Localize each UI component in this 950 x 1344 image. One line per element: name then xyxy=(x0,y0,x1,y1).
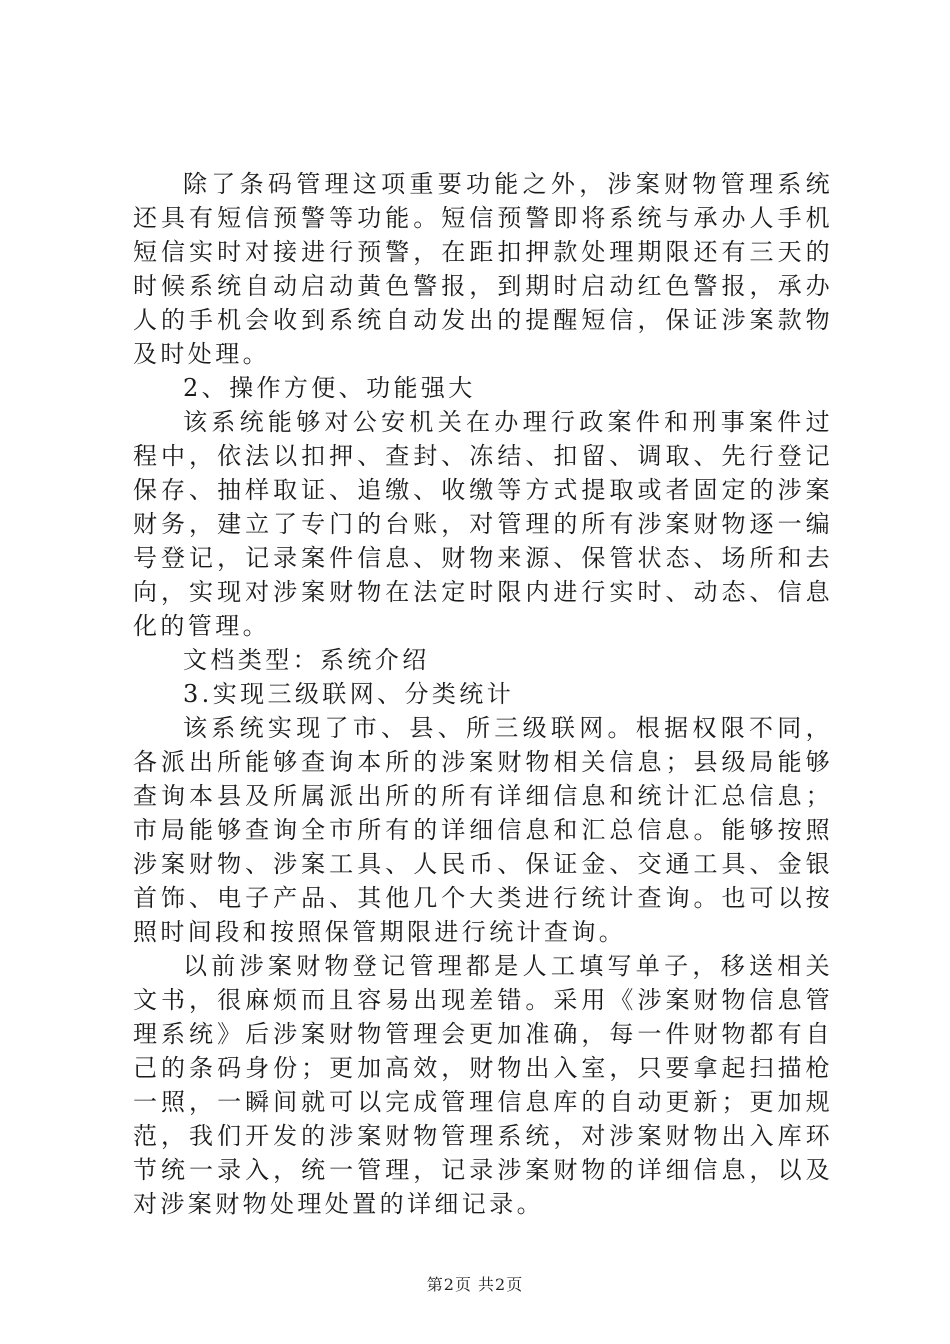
document-type-line: 文档类型：系统介绍 xyxy=(183,646,430,674)
paragraph-conclusion: 以前涉案财物登记管理都是人工填写单子，移送相关文书，很麻烦而且容易出现差错。采用《涉案财物信息管理系统》后涉案财物管理会更加准确，每一件财物都有自己的条码身份；更加高效，财物出入室，只要拿起扫描枪一照，一瞬间就可以完成管理信息库的自动更新；更加规范，我们开发的涉案财物管理系统，对涉案财物出入库环节统一录入，统一管理，记录涉案财物的详细信息，以及对涉案财物处理处置的详细记录。 xyxy=(133,952,833,1218)
section-heading-2: 2、操作方便、功能强大 xyxy=(183,374,476,402)
section-heading-3: 3.实现三级联网、分类统计 xyxy=(183,680,515,708)
paragraph-three-level-network: 该系统实现了市、县、所三级联网。根据权限不同，各派出所能够查询本所的涉案财物相关信息；县级局能够查询本县及所属派出所的所有详细信息和统计汇总信息；市局能够查询全市所有的详细信息和汇总信息。能够按照涉案财物、涉案工具、人民币、保证金、交通工具、金银首饰、电子产品、其他几个大类进行统计查询。也可以按照时间段和按照保管期限进行统计查询。 xyxy=(133,714,833,946)
paragraph-operation: 该系统能够对公安机关在办理行政案件和刑事案件过程中，依法以扣押、查封、冻结、扣留、调取、先行登记保存、抽样取证、追缴、收缴等方式提取或者固定的涉案财务，建立了专门的台账，对管理的所有涉案财物逐一编号登记，记录案件信息、财物来源、保管状态、场所和去向，实现对涉案财物在法定时限内进行实时、动态、信息化的管理。 xyxy=(133,408,833,640)
paragraph-sms-warning: 除了条码管理这项重要功能之外，涉案财物管理系统还具有短信预警等功能。短信预警即将系统与承办人手机短信实时对接进行预警，在距扣押款处理期限还有三天的时候系统自动启动黄色警报，到期时启动红色警报，承办人的手机会收到系统自动发出的提醒短信，保证涉案款物及时处理。 xyxy=(133,170,833,368)
document-body xyxy=(133,167,833,1221)
page-number-footer: 第2页 共2页 xyxy=(426,1275,524,1294)
